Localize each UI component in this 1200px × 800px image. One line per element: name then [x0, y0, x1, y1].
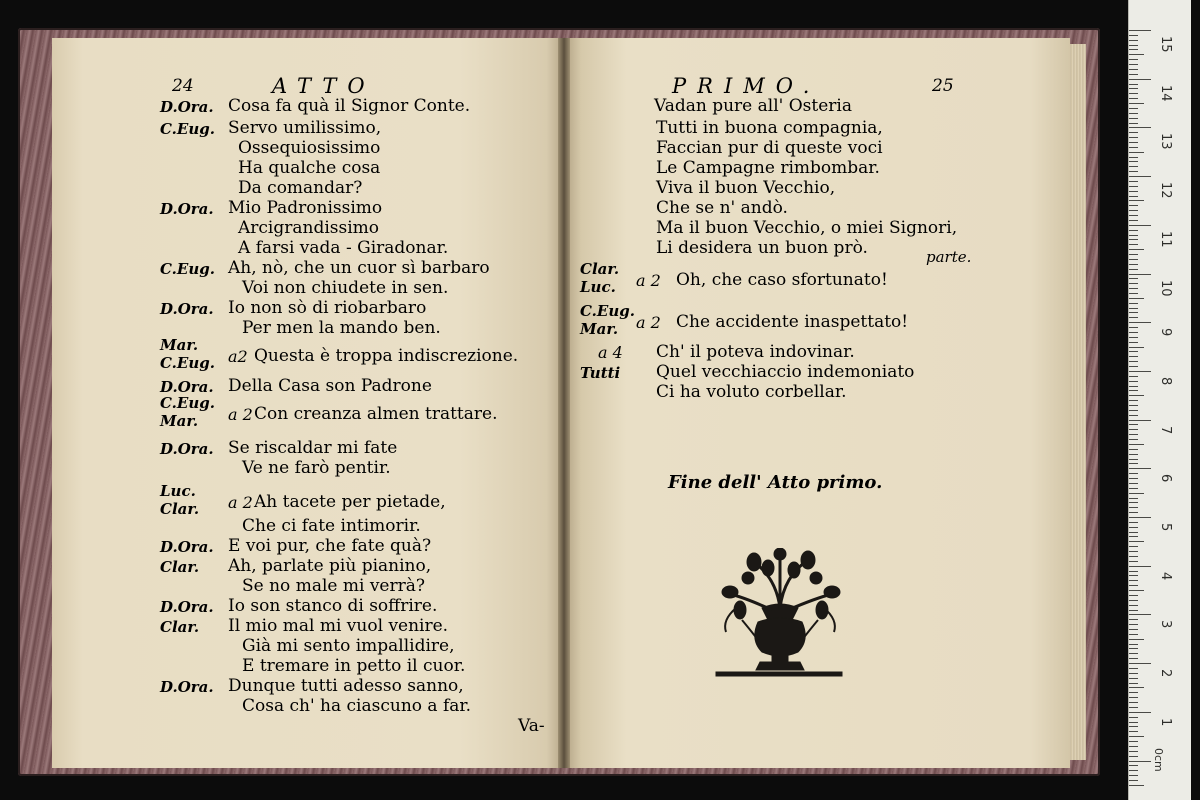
ruler-tick [1129, 176, 1151, 177]
ruler-tick [1129, 317, 1138, 318]
ruler-tick [1129, 293, 1138, 294]
ruler-tick [1129, 337, 1138, 338]
verse-line: Da comandar? [238, 178, 363, 198]
verse-line: Con creanza almen trattare. [254, 404, 498, 424]
ruler-tick [1129, 45, 1138, 46]
ruler-number: 7 [1158, 425, 1173, 434]
ruler-tick [1129, 614, 1151, 615]
ruler-tick [1129, 269, 1138, 270]
ruler-tick [1129, 639, 1144, 640]
ruler-tick [1129, 429, 1138, 430]
verse-line: Quel vecchiaccio indemoniato [656, 362, 915, 382]
ruler-number: 12 [1158, 182, 1173, 199]
verse-line: Faccian pur di queste voci [656, 138, 883, 158]
right-running-header: PRIMO. [672, 74, 821, 98]
ruler-tick [1129, 84, 1138, 85]
ruler-tick [1129, 473, 1138, 474]
ruler-tick [1129, 147, 1138, 148]
verse-line: Ossequiosissimo [238, 138, 381, 158]
ruler-tick [1129, 561, 1138, 562]
ruler-tick [1129, 127, 1151, 128]
ruler-number: 4 [1158, 571, 1173, 580]
ruler-tick [1129, 765, 1138, 766]
verse-line: Questa è troppa indiscrezione. [254, 346, 519, 366]
speaker-label: Clar. [160, 500, 200, 518]
speaker-label: Clar. [160, 558, 200, 576]
catchword: Va- [518, 716, 545, 736]
ruler-tick [1129, 478, 1138, 479]
ruler-tick [1129, 312, 1138, 313]
ruler-tick [1129, 30, 1151, 31]
ruler-tick [1129, 103, 1144, 104]
ruler-number: 11 [1158, 230, 1173, 248]
ruler-tick [1129, 551, 1138, 552]
exit-direction: parte. [926, 248, 972, 266]
ruler-tick [1129, 770, 1138, 771]
verse-line: Che accidente inaspettato! [676, 312, 909, 332]
ruler-tick [1129, 371, 1151, 372]
ruler-tick [1129, 308, 1138, 309]
verse-line: E tremare in petto il cuor. [242, 656, 466, 676]
speaker-label: Clar. [160, 618, 200, 636]
ruler-tick [1129, 532, 1138, 533]
verse-line: A farsi vada - Giradonar. [238, 238, 449, 258]
ruler-tick [1129, 692, 1138, 693]
ruler-tick [1129, 658, 1138, 659]
ruler-tick [1129, 361, 1138, 362]
ruler-tick [1129, 697, 1138, 698]
ruler-tick [1129, 205, 1138, 206]
ruler-tick [1129, 517, 1151, 518]
verse-line: Ma il buon Vecchio, o miei Signori, [656, 218, 958, 238]
ruler-tick [1129, 595, 1138, 596]
ruler-number: 5 [1158, 523, 1173, 532]
ruler-tick [1129, 74, 1138, 75]
ruler-tick [1129, 98, 1138, 99]
verse-line: Arcigrandissimo [238, 218, 380, 238]
verse-line: Già mi sento impallidire, [242, 636, 455, 656]
ruler-tick [1129, 69, 1138, 70]
ruler-tick [1129, 463, 1138, 464]
verse-line: Ch' il poteva indovinar. [656, 342, 855, 362]
ruler-tick [1129, 210, 1138, 211]
ruler-number: 15 [1158, 36, 1173, 53]
verse-line: Cosa fa quà il Signor Conte. [228, 96, 471, 116]
speaker-label: C.Eug. [160, 260, 215, 278]
ruler-tick [1129, 215, 1138, 216]
ruler-tick [1129, 619, 1138, 620]
voice-count-label: a 4 [598, 343, 623, 362]
ruler-tick [1129, 746, 1138, 747]
ruler-tick [1129, 546, 1138, 547]
ruler-number: 1 [1158, 717, 1173, 727]
speaker-label: Luc. [580, 278, 616, 296]
ruler-tick [1129, 191, 1138, 192]
ruler-tick [1129, 785, 1144, 786]
ruler-tick [1129, 673, 1138, 674]
ruler-number: 6 [1158, 474, 1173, 483]
verse-line: Io non sò di riobarbaro [228, 298, 427, 318]
voice-count-label: a 2 [636, 271, 661, 290]
ruler-tick [1129, 678, 1138, 679]
ruler-tick [1129, 605, 1138, 606]
ruler-tick [1129, 108, 1138, 109]
ruler-tick [1129, 259, 1138, 260]
ruler-tick [1129, 624, 1138, 625]
ruler-tick [1129, 157, 1138, 158]
ruler-tick [1129, 200, 1144, 201]
ruler-number: 3 [1158, 620, 1173, 629]
ruler-tick [1129, 468, 1151, 469]
ruler-tick [1129, 449, 1138, 450]
speaker-label: D.Ora. [160, 300, 214, 318]
verse-line: Le Campagne rimbombar. [656, 158, 880, 178]
ruler-tick [1129, 181, 1138, 182]
speaker-label: D.Ora. [160, 538, 214, 556]
verse-line: Ve ne farò pentir. [242, 458, 391, 478]
ruler-number: 2 [1158, 669, 1173, 678]
ruler-tick [1129, 376, 1138, 377]
ruler-tick [1129, 239, 1138, 240]
verse-line: Se no male mi verrà? [242, 576, 425, 596]
ruler-tick [1129, 434, 1138, 435]
speaker-label: D.Ora. [160, 98, 214, 116]
measurement-ruler [1128, 0, 1191, 800]
ruler-tick [1129, 303, 1138, 304]
voice-count-label: a 2 [228, 405, 253, 424]
verse-line: Ah tacete per pietade, [254, 492, 446, 512]
ruler-tick [1129, 322, 1151, 323]
ruler-tick [1129, 527, 1138, 528]
ruler-tick [1129, 54, 1144, 55]
ruler-tick [1129, 137, 1138, 138]
ruler-tick [1129, 483, 1138, 484]
ruler-tick [1129, 332, 1138, 333]
ruler-tick [1129, 283, 1138, 284]
ruler-tick [1129, 507, 1138, 508]
ruler-tick [1129, 590, 1144, 591]
voice-count-label: a2 [228, 347, 248, 366]
verse-line: Ha qualche cosa [238, 158, 381, 178]
ruler-tick [1129, 88, 1138, 89]
ruler-tick [1129, 439, 1138, 440]
book-gutter [558, 38, 570, 768]
ruler-tick [1129, 93, 1138, 94]
ruler-tick [1129, 249, 1144, 250]
ruler-tick [1129, 142, 1138, 143]
ruler-tick [1129, 751, 1138, 752]
ruler-tick [1129, 415, 1138, 416]
ruler-tick [1129, 629, 1138, 630]
speaker-label: D.Ora. [160, 200, 214, 218]
vase-ornament-icon [712, 548, 848, 680]
ruler-tick [1129, 381, 1138, 382]
ruler-tick [1129, 644, 1138, 645]
ruler-tick [1129, 171, 1138, 172]
ruler-tick [1129, 663, 1151, 664]
ruler-tick [1129, 356, 1138, 357]
ruler-tick [1129, 459, 1138, 460]
ruler-tick [1129, 575, 1138, 576]
ruler-tick [1129, 717, 1138, 718]
ruler-tick [1129, 556, 1138, 557]
ruler-tick [1129, 235, 1138, 236]
ruler-tick [1129, 264, 1138, 265]
ruler-tick [1129, 196, 1138, 197]
ruler-tick [1129, 648, 1138, 649]
ruler-tick [1129, 726, 1138, 727]
ruler-tick [1129, 731, 1138, 732]
ruler-tick [1129, 118, 1138, 119]
ruler-tick [1129, 64, 1138, 65]
ruler-tick [1129, 444, 1144, 445]
ruler-tick [1129, 123, 1138, 124]
speaker-label: D.Ora. [160, 440, 214, 458]
verse-line: Voi non chiudete in sen. [242, 278, 449, 298]
left-page-number: 24 [172, 76, 194, 96]
ruler-tick [1129, 49, 1138, 50]
speaker-label: D.Ora. [160, 598, 214, 616]
ruler-tick [1129, 707, 1138, 708]
ruler-tick [1129, 186, 1138, 187]
ruler-tick [1129, 502, 1138, 503]
ruler-tick [1129, 386, 1138, 387]
ruler-tick [1129, 600, 1138, 601]
ruler-number: 13 [1158, 133, 1173, 150]
ruler-tick [1129, 420, 1151, 421]
verse-line: Oh, che caso sfortunato! [676, 270, 888, 290]
speaker-label: Mar. [160, 336, 199, 354]
verse-line: Tutti in buona compagnia, [656, 118, 883, 138]
verse-line: Ah, nò, che un cuor sì barbaro [228, 258, 490, 278]
ruler-tick [1129, 230, 1138, 231]
ruler-number: 9 [1158, 328, 1173, 337]
ruler-tick [1129, 498, 1138, 499]
speaker-label: Mar. [580, 320, 619, 338]
ruler-tick [1129, 35, 1138, 36]
ruler-number: 8 [1158, 376, 1173, 386]
ruler-tick [1129, 351, 1138, 352]
speaker-label: C.Eug. [580, 302, 635, 320]
ruler-tick [1129, 454, 1138, 455]
speaker-label: Luc. [160, 482, 196, 500]
ruler-tick [1129, 683, 1138, 684]
ruler-tick [1129, 244, 1138, 245]
verse-line: Li desidera un buon prò. [656, 238, 868, 258]
ruler-tick [1129, 342, 1138, 343]
ruler-tick [1129, 571, 1138, 572]
ruler-tick [1129, 79, 1151, 80]
ruler-tick [1129, 541, 1144, 542]
speaker-label: Mar. [160, 412, 199, 430]
ruler-tick [1129, 493, 1144, 494]
ruler-tick [1129, 536, 1138, 537]
ruler-tick [1129, 113, 1138, 114]
ruler-tick [1129, 512, 1138, 513]
ruler-tick [1129, 702, 1138, 703]
ruler-unit-label: 0cm [1152, 748, 1165, 772]
ruler-tick [1129, 634, 1138, 635]
verse-line: Dunque tutti adesso sanno, [228, 676, 464, 696]
ruler-number: 10 [1158, 279, 1173, 297]
ruler-tick [1129, 395, 1144, 396]
ruler-tick [1129, 580, 1138, 581]
right-page-number: 25 [932, 76, 954, 96]
ruler-tick [1129, 220, 1138, 221]
verse-line: Cosa ch' ha ciascuno a far. [242, 696, 472, 716]
verse-line: Della Casa son Padrone [228, 376, 432, 396]
speaker-label: C.Eug. [160, 354, 215, 372]
ruler-tick [1129, 59, 1138, 60]
ruler-tick [1129, 298, 1144, 299]
ruler-tick [1129, 288, 1138, 289]
ruler-tick [1129, 254, 1138, 255]
ruler-tick [1129, 712, 1151, 713]
ruler-tick [1129, 40, 1138, 41]
ruler-tick [1129, 366, 1138, 367]
ruler-tick [1129, 687, 1144, 688]
ruler-tick [1129, 161, 1138, 162]
ruler-tick [1129, 722, 1138, 723]
left-running-header: ATTO [272, 74, 376, 98]
verse-line: Ah, parlate più pianino, [228, 556, 432, 576]
speaker-label: D.Ora. [160, 678, 214, 696]
ruler-tick [1129, 756, 1138, 757]
speaker-label: D.Ora. [160, 378, 214, 396]
verse-line: Io son stanco di soffrire. [228, 596, 438, 616]
ruler-tick [1129, 390, 1138, 391]
voice-count-label: a 2 [636, 313, 661, 332]
ruler-tick [1129, 522, 1138, 523]
ruler-tick [1129, 741, 1138, 742]
ruler-tick [1129, 152, 1144, 153]
ruler-tick [1129, 566, 1151, 567]
ruler-tick [1129, 488, 1138, 489]
speaker-label: Tutti [580, 364, 621, 382]
verse-line: Per men la mando ben. [242, 318, 441, 338]
ruler-tick [1129, 424, 1138, 425]
verse-line: Mio Padronissimo [228, 198, 383, 218]
ruler-tick [1129, 278, 1138, 279]
verse-line: Viva il buon Vecchio, [656, 178, 836, 198]
verse-line: Che se n' andò. [656, 198, 788, 218]
verse-line: E voi pur, che fate quà? [228, 536, 432, 556]
speaker-label: Clar. [580, 260, 620, 278]
verse-line: Vadan pure all' Osteria [654, 96, 852, 116]
ruler-tick [1129, 668, 1138, 669]
act-end-title: Fine dell' Atto primo. [668, 472, 883, 493]
ruler-tick [1129, 400, 1138, 401]
ruler-tick [1129, 225, 1151, 226]
verse-line: Servo umilissimo, [228, 118, 382, 138]
verse-line: Il mio mal mi vuol venire. [228, 616, 449, 636]
ruler-tick [1129, 585, 1138, 586]
voice-count-label: a 2 [228, 493, 253, 512]
speaker-label: C.Eug. [160, 394, 215, 412]
ruler-tick [1129, 347, 1144, 348]
ruler-tick [1129, 405, 1138, 406]
ruler-tick [1129, 653, 1138, 654]
ruler-tick [1129, 274, 1151, 275]
speaker-label: C.Eug. [160, 120, 215, 138]
ruler-tick [1129, 327, 1138, 328]
ruler-tick [1129, 780, 1138, 781]
ruler-tick [1129, 610, 1138, 611]
verse-line: Che ci fate intimorir. [242, 516, 421, 536]
ruler-tick [1129, 775, 1138, 776]
ruler-tick [1129, 761, 1151, 762]
ruler-tick [1129, 410, 1138, 411]
page-edges [1068, 44, 1086, 760]
verse-line: Se riscaldar mi fate [228, 438, 398, 458]
verse-line: Ci ha voluto corbellar. [656, 382, 847, 402]
ruler-tick [1129, 736, 1144, 737]
ruler-tick [1129, 166, 1138, 167]
ruler-tick [1129, 132, 1138, 133]
ruler-number: 14 [1158, 84, 1173, 102]
